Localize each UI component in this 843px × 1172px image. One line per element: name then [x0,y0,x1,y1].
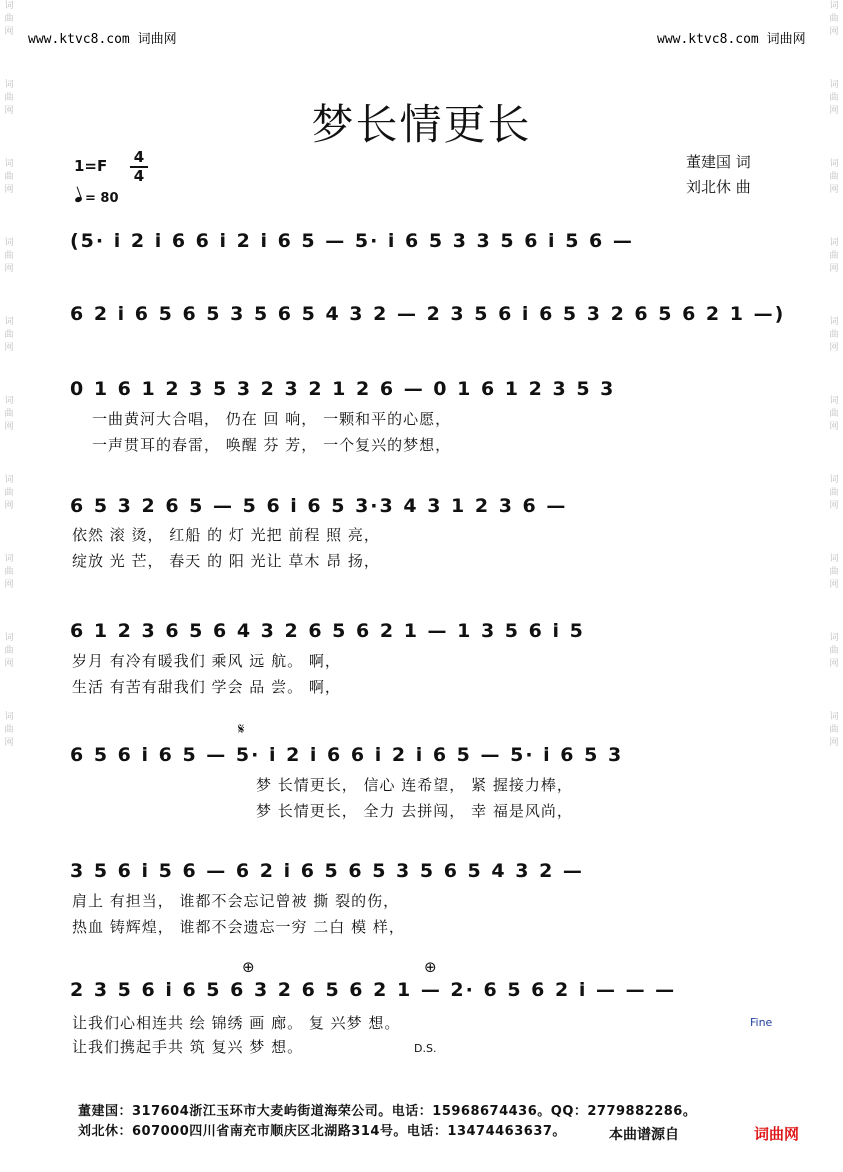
watermark-char: 网 [4,27,14,37]
watermark-char: 词 [829,238,839,248]
source-url-right[interactable]: www.ktvc8.com 词曲网 [657,32,806,47]
watermark-char: 词 [829,159,839,169]
watermark-char: 曲 [4,409,14,419]
lyrics-row-4-verse-1: 依然 滚 烫， 红船 的 灯 光把 前程 照 亮， [72,526,380,544]
lyrics-row-5-verse-2: 生活 有苦有甜我们 学会 品 尝。 啊， [72,678,341,696]
watermark-char: 曲 [4,251,14,261]
notes-row-3: 0 1 6 1 2 3 5 3 2 3 2 1 2 6 — 0 1 6 1 2 3 5 3 [70,378,616,400]
lyrics-row-3-verse-2: 一声贯耳的春雷， 唤醒 芬 芳， 一个复兴的梦想， [92,436,452,454]
watermark-char: 词 [4,1,14,11]
watermark-char: 网 [4,422,14,432]
lyrics-row-5-verse-1: 岁月 有冷有暖我们 乘风 远 航。 啊， [72,652,341,670]
score-row-6 [70,742,780,770]
watermark-char: 曲 [829,330,839,340]
watermark-char: 词 [4,80,14,90]
watermark-char: 曲 [829,93,839,103]
notes-row-5: 6 1 2 3 6 5 6 4 3 2 6 5 6 2 1 — 1 3 5 6 i 5 [70,620,585,642]
coda-sign-2: ⊕ [424,958,437,976]
lyrics-row-7-verse-1: 肩上 有担当， 谁都不会忘记曾被 撕 裂的伤， [72,892,400,910]
watermark-char: 词 [4,238,14,248]
watermark-char: 网 [4,343,14,353]
watermark-char: 词 [829,1,839,11]
watermark-char: 词 [829,475,839,485]
lyricist: 董建国 词 [686,153,751,171]
notes-row-2: 6 2 i 6 5 6 5 3 5 6 5 4 3 2 — 2 3 5 6 i 6 5 3 2 6 5 6 2 1 —) [70,303,786,325]
lyrics-row-3-verse-1: 一曲黄河大合唱， 仍在 回 响， 一颗和平的心愿， [92,410,452,428]
score-row-1 [70,228,780,256]
fine-marking: Fine [750,1016,773,1029]
watermark-char: 词 [829,712,839,722]
watermark-char: 词 [829,80,839,90]
notes-row-7: 3 5 6 i 5 6 — 6 2 i 6 5 6 5 3 5 6 5 4 3 2 — [70,860,584,882]
footer-contact-composer: 刘北休：607000四川省南充市顺庆区北湖路314号。电话：13474463637。 [78,1124,566,1139]
watermark-char: 词 [4,633,14,643]
right-watermark-strip [827,0,841,1172]
watermark-char: 网 [4,580,14,590]
watermark-char: 曲 [829,172,839,182]
quarter-note-icon [74,196,82,203]
watermark-char: 网 [4,501,14,511]
watermark-char: 曲 [4,725,14,735]
left-watermark-strip [2,0,16,1172]
lyrics-row-6-verse-2: 梦 长情更长， 全力 去拼闯， 幸 福是风尚， [256,802,573,820]
watermark-char: 词 [4,554,14,564]
watermark-char: 曲 [829,567,839,577]
source-url-left[interactable]: www.ktvc8.com 词曲网 [28,32,177,47]
source-stamp-logo[interactable]: 词曲网 [751,1123,802,1144]
watermark-char: 词 [4,712,14,722]
notes-row-4: 6 5 3 2 6 5 — 5 6 i 6 5 3·3 4 3 1 2 3 6 — [70,495,568,517]
watermark-char: 网 [829,422,839,432]
time-signature [130,150,148,184]
notes-row-6: 6 5 6 i 6 5 — 5· i 2 i 6 6 i 2 i 6 5 — 5· i 6 5 3 [70,744,624,766]
watermark-char: 曲 [829,14,839,24]
score-row-4 [70,493,780,521]
watermark-char: 曲 [4,14,14,24]
watermark-char: 网 [829,106,839,116]
watermark-char: 网 [829,659,839,669]
score-row-8 [70,977,780,1005]
watermark-char: 曲 [829,646,839,656]
watermark-char: 曲 [4,330,14,340]
watermark-char: 网 [829,185,839,195]
watermark-char: 曲 [4,488,14,498]
watermark-char: 曲 [829,488,839,498]
watermark-char: 词 [4,159,14,169]
watermark-char: 词 [829,317,839,327]
score-row-3 [70,376,780,404]
watermark-char: 网 [4,659,14,669]
notes-row-1: (5· i 2 i 6 6 i 2 i 6 5 — 5· i 6 5 3 3 5 6 i 5 6 — [70,230,634,252]
watermark-char: 词 [829,396,839,406]
score-row-5 [70,618,780,646]
watermark-char: 网 [829,501,839,511]
coda-sign-1: ⊕ [242,958,255,976]
watermark-char: 曲 [829,725,839,735]
watermark-char: 曲 [4,646,14,656]
watermark-char: 网 [829,738,839,748]
watermark-char: 网 [829,580,839,590]
score-row-7 [70,858,780,886]
watermark-char: 网 [829,27,839,37]
watermark-char: 网 [4,106,14,116]
source-stamp: 本曲谱源自 [605,1124,683,1144]
watermark-char: 曲 [4,172,14,182]
watermark-char: 词 [829,554,839,564]
lyrics-row-6-verse-1: 梦 长情更长， 信心 连希望， 紧 握接力棒， [256,776,573,794]
ds-marking: D.S. [414,1042,437,1055]
watermark-char: 网 [4,264,14,274]
notes-row-8: 2 3 5 6 i 6 5 6 3 2 6 5 6 2 1 — 2· 6 5 6 2 i — — — [70,979,677,1001]
watermark-char: 网 [829,343,839,353]
watermark-char: 曲 [4,567,14,577]
score-row-2 [70,301,786,329]
watermark-char: 曲 [829,409,839,419]
time-top: 4 [133,148,145,166]
key-signature: 1=F [74,157,108,175]
watermark-char: 曲 [829,251,839,261]
lyrics-row-4-verse-2: 绽放 光 芒， 春天 的 阳 光让 草木 昂 扬， [72,552,380,570]
watermark-char: 曲 [4,93,14,103]
watermark-char: 词 [829,633,839,643]
segno-sign: 𝄋 [238,720,245,738]
lyrics-row-7-verse-2: 热血 铸辉煌， 谁都不会遗忘一穷 二白 模 样， [72,918,405,936]
lyrics-row-8-verse-1: 让我们心相连共 绘 锦绣 画 廊。 复 兴梦 想。 [72,1014,401,1032]
lyrics-row-8-verse-2: 让我们携起手共 筑 复兴 梦 想。 [72,1038,304,1056]
footer-contact-lyricist: 董建国：317604浙江玉环市大麦屿街道海荣公司。电话：15968674436。QQ：2779882286。 [78,1104,697,1119]
song-title: 梦长情更长 [311,100,532,149]
credits [686,150,751,200]
watermark-char: 网 [4,738,14,748]
watermark-char: 网 [4,185,14,195]
composer: 刘北休 曲 [686,178,751,196]
watermark-char: 词 [4,317,14,327]
watermark-char: 词 [4,396,14,406]
tempo-marking: = 80 [75,191,119,206]
time-bottom: 4 [133,167,145,185]
watermark-char: 网 [829,264,839,274]
watermark-char: 词 [4,475,14,485]
